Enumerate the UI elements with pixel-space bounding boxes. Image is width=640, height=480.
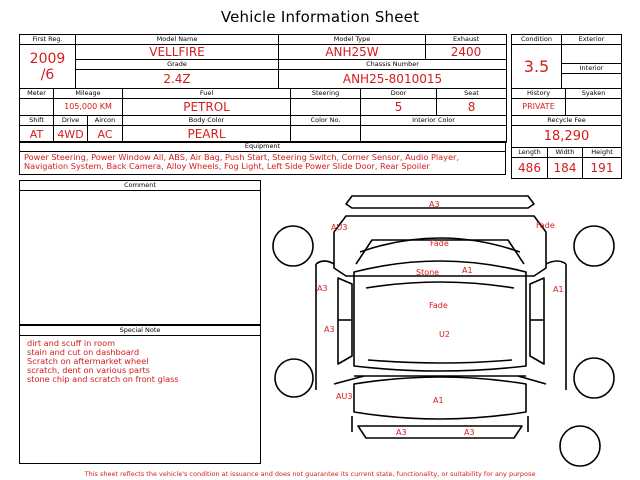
aircon-value: AC: [88, 126, 123, 143]
condition-value: 3.5: [512, 45, 562, 89]
steering-value: [291, 99, 361, 116]
model-type-value: ANH25W: [279, 45, 426, 60]
special-note-item: dirt and scuff in room: [27, 338, 116, 348]
wheel-rear-left: [273, 226, 313, 266]
damage-mark-right-rear-panel: A1: [553, 285, 564, 294]
damage-mark-front-bumper-left: A3: [396, 428, 407, 437]
shift-label: Shift: [20, 116, 54, 126]
car-diagram: [268, 180, 640, 480]
door-value: 5: [361, 99, 437, 116]
width-label: Width: [548, 148, 583, 158]
drive-label: Drive: [54, 116, 88, 126]
condition-label: Condition: [512, 35, 562, 45]
exhaust-label: Exhaust: [426, 35, 507, 45]
equipment-box: [19, 141, 506, 175]
fuel-label: Fuel: [123, 89, 291, 99]
meter-value: [20, 99, 54, 116]
aircon-label: Aircon: [88, 116, 123, 126]
height-value: 191: [583, 158, 622, 179]
seat-label: Seat: [437, 89, 507, 99]
interior-color-value: [361, 126, 507, 143]
damage-mark-rear-bumper: A3: [429, 200, 440, 209]
recycle-fee-label: Recycle Fee: [512, 116, 622, 126]
damage-mark-left-rear-panel: A3: [317, 284, 328, 293]
color-no-label: Color No.: [291, 116, 361, 126]
damage-mark-rear-right-corner: Fade: [536, 221, 555, 230]
model-name-label: Model Name: [76, 35, 279, 45]
damage-mark-rear-left-corner: AU3: [331, 223, 348, 232]
color-no-value: [291, 126, 361, 143]
damage-mark-front-bumper-right: A3: [464, 428, 475, 437]
chassis-value: ANH25-8010015: [279, 70, 507, 89]
damage-mark-front-left-corner: AU3: [336, 392, 353, 401]
wheel-rear-right: [574, 226, 614, 266]
first-reg-year: 2009: [29, 50, 66, 67]
first-reg-label: First Reg.: [20, 35, 76, 45]
spare-wheel: [560, 426, 600, 466]
shift-value: AT: [20, 126, 54, 143]
main-info-table: [19, 34, 507, 89]
disclaimer-footer: This sheet reflects the vehicle's condition at issuance and does not guarantee its current state, functionality, or suitability for any purpose: [84, 470, 536, 478]
door-label: Door: [361, 89, 437, 99]
exterior-label: Exterior: [562, 35, 622, 45]
fuel-value: PETROL: [123, 99, 291, 116]
length-value: 486: [512, 158, 548, 179]
exterior-value: [562, 45, 622, 64]
syaken-value: [566, 99, 622, 116]
comment-label: Comment: [20, 181, 260, 191]
model-name-value: VELLFIRE: [76, 45, 279, 60]
history-table: [511, 88, 622, 179]
special-note-list: [20, 336, 260, 384]
drive-value: 4WD: [54, 126, 88, 143]
body-color-value: PEARL: [123, 126, 291, 143]
length-label: Length: [512, 148, 548, 158]
steering-label: Steering: [291, 89, 361, 99]
body-color-label: Body Color: [123, 116, 291, 126]
grade-label: Grade: [76, 60, 279, 70]
model-type-label: Model Type: [279, 35, 426, 45]
first-reg-value: [20, 45, 76, 89]
damage-mark-center: U2: [439, 330, 450, 339]
equipment-text: Power Steering, Power Window All, ABS, Air Bag, Push Start, Steering Switch, Corner Sensor, Audio Player, Navigation System, Back Camera, Alloy Wheels, Fog Light, Left Side Power Slide Door, Rear Spoiler: [24, 152, 460, 171]
first-reg-month: /6: [40, 66, 55, 83]
special-note-item: Scratch on aftermarket wheel: [27, 356, 149, 366]
recycle-fee-value: 18,290: [512, 126, 622, 148]
special-note-box: [19, 325, 261, 464]
mileage-value: 105,000 KM: [54, 99, 123, 116]
comment-box: [19, 180, 261, 325]
chassis-label: Chassis Number: [279, 60, 507, 70]
wheel-front-right: [574, 358, 614, 398]
mileage-label: Mileage: [54, 89, 123, 99]
history-label: History: [512, 89, 566, 99]
wheel-front-left: [275, 359, 313, 397]
damage-mark-front-glass: Fade: [429, 301, 448, 310]
exhaust-value: 2400: [426, 45, 507, 60]
sheet-title: Vehicle Information Sheet: [220, 8, 420, 26]
seat-value: 8: [437, 99, 507, 116]
special-note-item: stain and cut on dashboard: [27, 347, 140, 357]
special-note-item: stone chip and scratch on front glass: [27, 374, 179, 384]
special-note-item: scratch, dent on various parts: [27, 365, 150, 375]
damage-mark-roof: A1: [462, 266, 473, 275]
damage-mark-roof-stone: Stone: [416, 268, 440, 277]
details-table: [19, 88, 507, 143]
height-label: Height: [583, 148, 622, 158]
interior-color-label: Interior Color: [361, 116, 507, 126]
interior-label: Interior: [562, 64, 622, 74]
damage-mark-left-door: A3: [324, 325, 335, 334]
grade-value: 2.4Z: [76, 70, 279, 89]
history-value: PRIVATE: [512, 99, 566, 116]
width-value: 184: [548, 158, 583, 179]
interior-value: [562, 74, 622, 89]
syaken-label: Syaken: [566, 89, 622, 99]
damage-mark-hood: A1: [433, 396, 444, 405]
damage-mark-rear-glass: Fade: [430, 239, 449, 248]
condition-table: [511, 34, 622, 89]
meter-label: Meter: [20, 89, 54, 99]
special-note-label: Special Note: [20, 326, 260, 336]
equipment-label: Equipment: [20, 142, 505, 152]
